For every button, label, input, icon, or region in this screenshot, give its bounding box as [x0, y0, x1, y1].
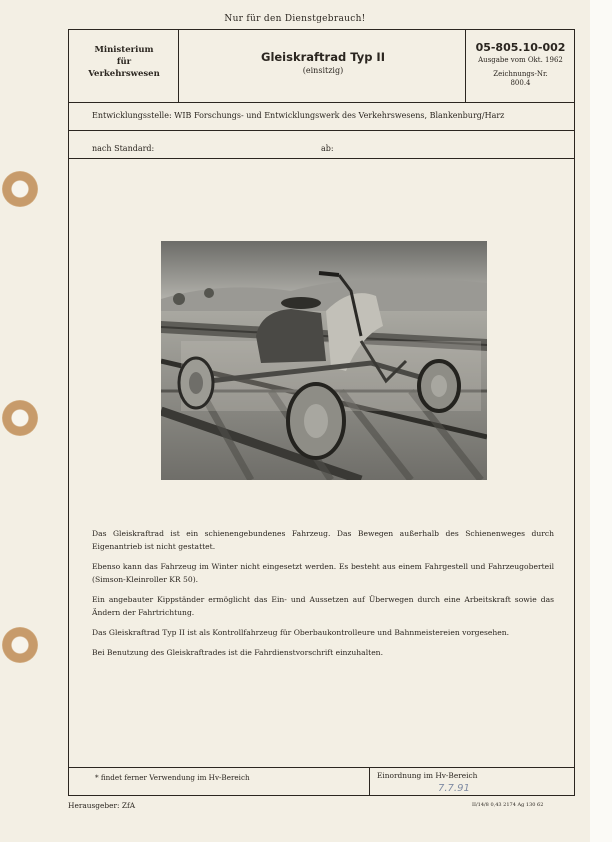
paragraph: Ein angebauter Kippständer ermöglicht das Ein- und Aussetzen auf Überwegen durch eine Arbeitskraft sowie das Ändern der Fahrtrichtung.: [92, 595, 554, 617]
number-box: [467, 41, 574, 88]
header-col-divider: [178, 29, 179, 102]
development-office: Entwicklungsstelle: WIB Forschungs- und Entwicklungswerk des Verkehrswesens, Blankenburg/Harz: [92, 111, 505, 120]
classification-note: Nur für den Dienstgebrauch!: [224, 14, 366, 24]
punch-hole: [2, 400, 38, 436]
drawing-label: Zeichnungs-Nr.: [493, 70, 548, 78]
punch-hole: [2, 171, 38, 207]
paragraph: Das Gleiskraftrad Typ II ist als Kontrollfahrzeug für Oberbaukontrolleure und Bahnmeistereien vorgesehen.: [92, 628, 510, 637]
document-title: Gleiskraftrad Typ II: [261, 50, 385, 64]
punch-hole: [2, 627, 38, 663]
document-number: 05-805.10-002: [475, 41, 566, 54]
drawing-value: 800.4: [510, 79, 531, 87]
drawing-number: [467, 70, 574, 88]
ministry-line: Verkehrswesen: [88, 69, 160, 79]
publisher: Herausgeber: ZfA: [68, 801, 136, 810]
document-subtitle: (einsitzig): [302, 66, 344, 75]
paragraph: Ebenso kann das Fahrzeug im Winter nicht eingesetzt werden. Es besteht aus einem Fahrgestell und Fahrzeugoberteil (Simson-Kleinroller KR 50).: [92, 562, 554, 584]
standard-label: nach Standard:: [92, 144, 155, 153]
paragraph: Das Gleiskraftrad ist ein schienengebundenes Fahrzeug. Das Bewegen außerhalb des Schienenweges durch Eigenantrieb ist nicht gestattet.: [92, 529, 554, 551]
standard-divider: [68, 158, 575, 159]
footer-col-divider: [369, 767, 370, 796]
rail-motorcycle-photo: [161, 241, 487, 480]
classification-label: Einordnung im Hv-Bereich: [377, 771, 478, 780]
footer-divider: [68, 767, 575, 768]
vehicle-photo: [161, 241, 487, 480]
footnote: * findet ferner Verwendung im Hv-Bereich: [95, 773, 250, 782]
dev-divider: [68, 130, 575, 131]
from-label: ab:: [321, 144, 334, 153]
page-edge: [590, 0, 612, 842]
issue-date: Ausgabe vom Okt. 1962: [478, 56, 563, 64]
body-text: [92, 527, 554, 666]
ministry-box: [70, 44, 178, 80]
ministry-line: Ministerium: [94, 45, 154, 55]
header-divider: [68, 102, 575, 103]
paragraph: Bei Benutzung des Gleiskraftrades ist die Fahrdienstvorschrift einzuhalten.: [92, 648, 383, 657]
title-box: [180, 50, 466, 75]
handwritten-note: 7.7.91: [438, 783, 470, 794]
ministry-line: für: [116, 57, 132, 67]
print-code: II/14/8 0,43 2174 Ag 130 62: [472, 802, 544, 808]
